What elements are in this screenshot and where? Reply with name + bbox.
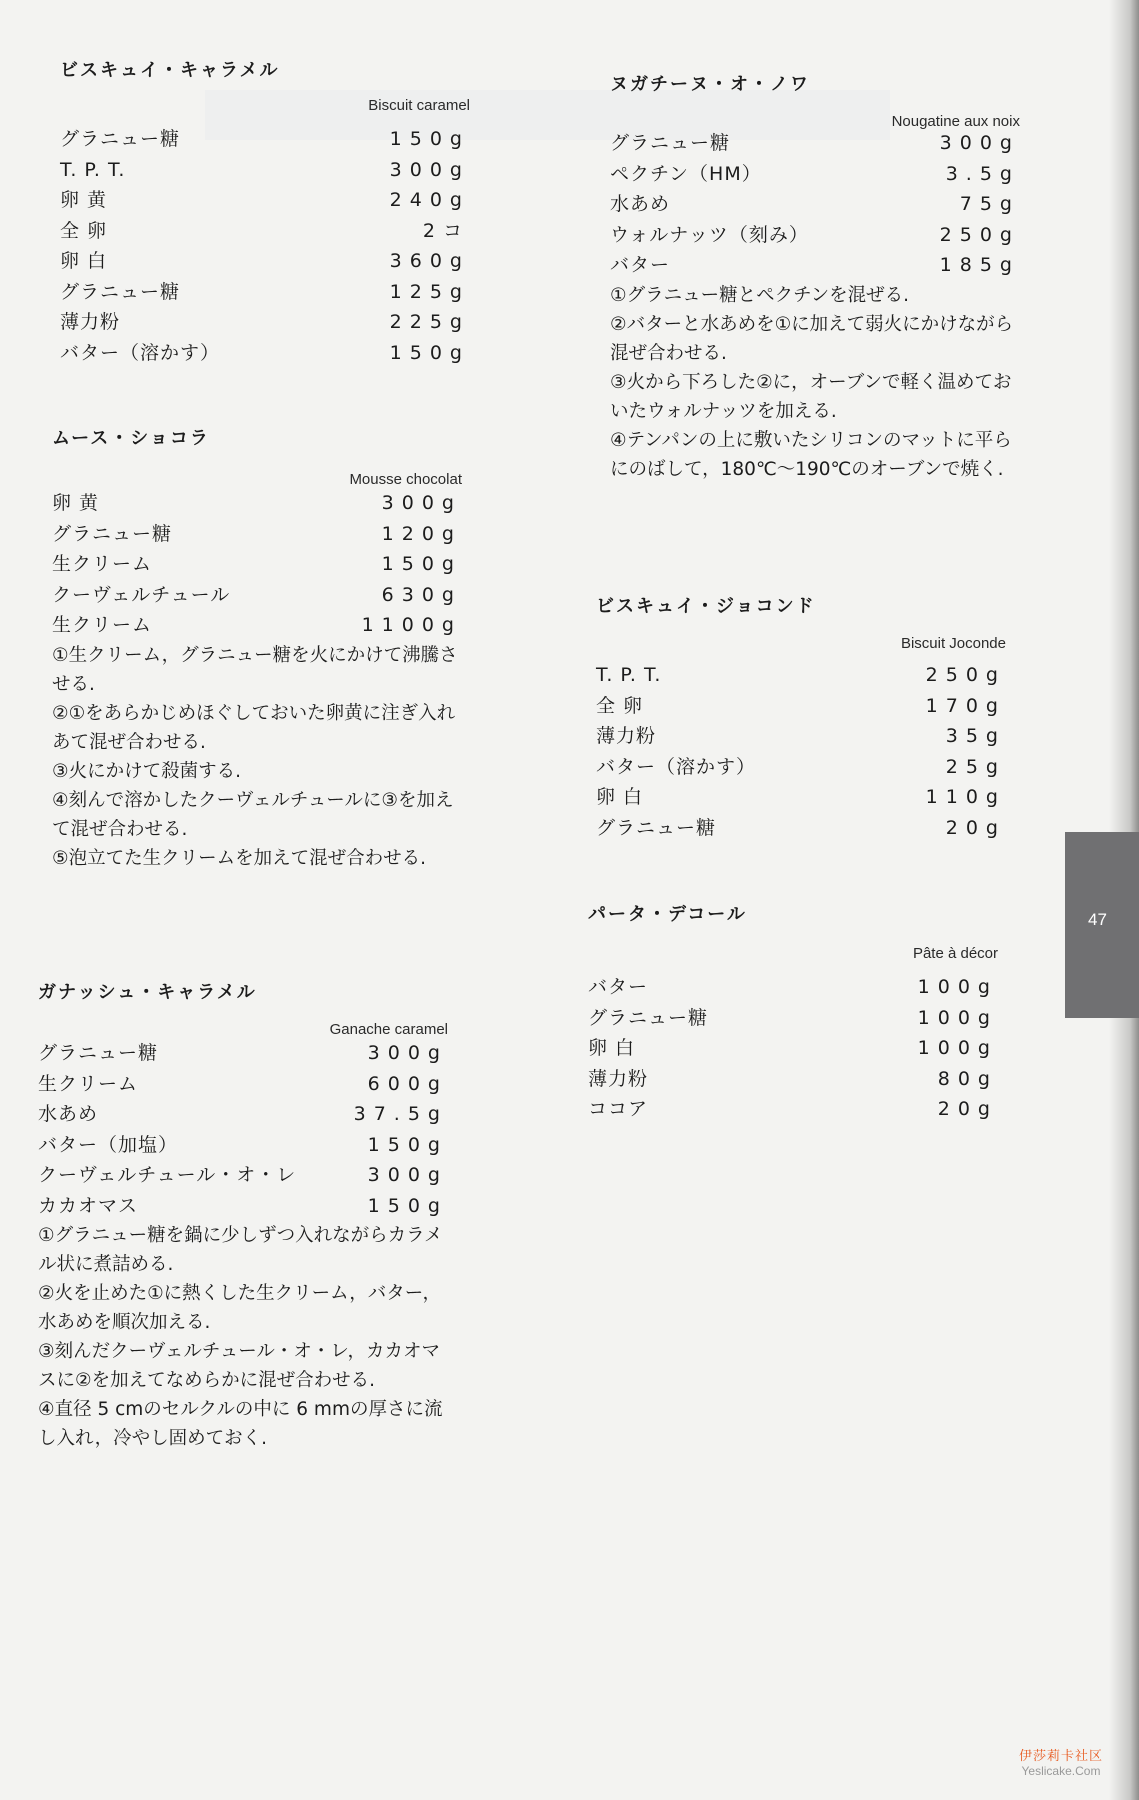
section-french-title: Ganache caramel (329, 1021, 448, 1038)
section-french-title: Mousse chocolat (349, 471, 462, 488)
section-french-title: Biscuit caramel (368, 97, 470, 114)
step-text: ⑤泡立てた生クリームを加えて混ぜ合わせる. (52, 847, 426, 869)
ingredient-row (38, 1038, 448, 1069)
ingredient-name: 全 卵 (596, 694, 644, 717)
ingredient-name: ペクチン（HM） (610, 162, 762, 185)
section-mousse-chocolat (52, 426, 462, 873)
section-pate-a-decor (588, 902, 998, 1125)
step-text: ②①をあらかじめほぐしておいた卵黄に注ぎ入れあて混ぜ合わせる. (52, 702, 456, 753)
ingredient-list (610, 128, 1020, 281)
ingredient-name: バター（溶かす） (596, 755, 757, 778)
ingredient-name: 卵 黄 (52, 492, 100, 514)
steps-list (52, 641, 462, 873)
ingredient-row (38, 1191, 448, 1222)
ingredient-name: グラニュー糖 (588, 1006, 709, 1029)
section-title: ムース・ショコラ (52, 428, 210, 449)
ingredient-row (60, 338, 470, 369)
ingredient-row (596, 813, 1006, 844)
ingredient-name: 生クリーム (38, 1072, 139, 1095)
ingredient-name: 生クリーム (52, 553, 153, 575)
ingredient-row (596, 660, 1006, 691)
ingredient-row (38, 1160, 448, 1191)
ingredient-quantity: 150g (389, 128, 470, 150)
ingredient-list (38, 1038, 448, 1221)
ingredient-name: バター（加塩） (38, 1133, 179, 1156)
ingredient-quantity: 25g (945, 755, 1006, 778)
ingredient-row (38, 1099, 448, 1130)
ingredient-quantity: 20g (937, 1098, 998, 1120)
ingredient-name: バター（溶かす） (60, 341, 221, 364)
ingredient-name: クーヴェルチュール・オ・レ (38, 1164, 297, 1186)
section-ganache-caramel (38, 980, 448, 1453)
ingredient-quantity: 150g (367, 1133, 448, 1156)
ingredient-name: 卵 白 (588, 1037, 636, 1059)
ingredient-quantity: 240g (389, 189, 470, 211)
ingredient-row (596, 691, 1006, 722)
ingredient-quantity: 80g (937, 1067, 998, 1090)
ingredient-quantity: 630g (381, 583, 462, 606)
ingredient-row (610, 128, 1020, 159)
ingredient-name: 薄力粉 (60, 311, 121, 333)
ingredient-row (610, 250, 1020, 281)
ingredient-name: グラニュー糖 (60, 128, 181, 150)
ingredient-name: ウォルナッツ（刻み） (610, 223, 809, 246)
steps-list (610, 281, 1020, 484)
step-text: ②バターと水あめを①に加えて弱火にかけながら混ぜ合わせる. (610, 313, 1014, 364)
ingredient-row (60, 124, 470, 155)
ingredient-row (596, 782, 1006, 813)
section-french-title: Pâte à décor (912, 945, 998, 962)
ingredient-name: 卵 白 (596, 786, 644, 808)
ingredient-row (588, 972, 998, 1003)
step-text: ③火にかけて殺菌する. (52, 760, 241, 782)
ingredient-name: 水あめ (610, 193, 671, 215)
ingredient-quantity: 300g (367, 1042, 448, 1064)
ingredient-name: バター (588, 976, 649, 998)
step-text: ①生クリーム，グラニュー糖を火にかけて沸騰させる. (52, 644, 458, 695)
ingredient-row (60, 307, 470, 338)
ingredient-list (588, 972, 998, 1125)
ingredient-row (588, 1064, 998, 1095)
ingredient-name: 生クリーム (52, 614, 153, 636)
step-text: ①グラニュー糖を鍋に少しずつ入れながらカラメル状に煮詰める. (38, 1225, 443, 1275)
watermark-cn: 伊莎莉卡社区 (1018, 1749, 1103, 1764)
ingredient-row (60, 277, 470, 308)
ingredient-name: クーヴェルチュール (52, 583, 231, 606)
ingredient-quantity: 120g (381, 522, 462, 545)
ingredient-quantity: 20g (945, 816, 1006, 839)
ingredient-name: カカオマス (38, 1194, 139, 1217)
ingredient-quantity: 300g (939, 132, 1020, 154)
ingredient-quantity: 125g (389, 280, 470, 303)
section-title: ガナッシュ・キャラメル (38, 982, 257, 1003)
ingredient-name: T. P. T. (60, 158, 126, 181)
ingredient-row (52, 610, 462, 641)
step-text: ④直径 5 cmのセルクルの中に 6 mmの厚さに流し入れ，冷やし固めておく. (38, 1399, 443, 1449)
ingredient-name: グラニュー糖 (610, 132, 731, 154)
ingredient-row (588, 1094, 998, 1125)
section-title: パータ・デコール (588, 904, 747, 925)
ingredient-name: 水あめ (38, 1103, 99, 1125)
ingredient-quantity: 75g (959, 193, 1020, 215)
section-biscuit-joconde (596, 594, 1006, 843)
step-text: ②火を止めた①に熱くした生クリーム，バター，水あめを順次加える. (38, 1283, 441, 1333)
ingredient-quantity: 1100g (361, 614, 462, 636)
ingredient-name: 全 卵 (60, 219, 108, 242)
ingredient-row (610, 159, 1020, 190)
ingredient-name: 卵 白 (60, 250, 108, 272)
ingredient-quantity: 100g (917, 1037, 998, 1059)
ingredient-quantity: 110g (925, 786, 1006, 808)
ingredient-quantity: 150g (389, 341, 470, 364)
section-biscuit-caramel (60, 58, 470, 368)
ingredient-row (60, 155, 470, 186)
ingredient-name: 卵 黄 (60, 189, 108, 211)
ingredient-list (60, 124, 470, 368)
ingredient-row (596, 721, 1006, 752)
ingredient-row (52, 488, 462, 519)
ingredient-row (38, 1130, 448, 1161)
ingredient-quantity: 37.5g (353, 1103, 448, 1125)
ingredient-row (610, 220, 1020, 251)
ingredient-quantity: 225g (389, 311, 470, 333)
ingredient-name: 薄力粉 (588, 1067, 649, 1090)
step-text: ④刻んで溶かしたクーヴェルチュールに③を加えて混ぜ合わせる. (52, 789, 454, 840)
page-number: 47 (1088, 910, 1107, 929)
ingredient-row (52, 580, 462, 611)
ingredient-name: 薄力粉 (596, 725, 657, 747)
ingredient-quantity: 2コ (422, 219, 470, 242)
ingredient-row (60, 246, 470, 277)
ingredient-name: ココア (588, 1098, 649, 1120)
ingredient-quantity: 360g (389, 250, 470, 272)
watermark-en: Yeslicake.Com (1021, 1764, 1101, 1778)
section-title: ビスキュイ・ジョコンド (596, 596, 816, 617)
ingredient-quantity: 300g (389, 158, 470, 181)
section-title: ビスキュイ・キャラメル (60, 60, 280, 81)
step-text: ③刻んだクーヴェルチュール・オ・レ，カカオマスに②を加えてなめらかに混ぜ合わせる. (38, 1341, 440, 1391)
section-title: ヌガチーヌ・オ・ノワ (610, 74, 810, 95)
ingredient-quantity: 170g (925, 694, 1006, 717)
ingredient-name: グラニュー糖 (596, 816, 717, 839)
ingredient-name: バター (610, 254, 671, 276)
ingredient-row (38, 1069, 448, 1100)
step-text: ③火から下ろした②に，オーブンで軽く温めておいたウォルナッツを加える. (610, 371, 1012, 422)
step-text: ①グラニュー糖とペクチンを混ぜる. (610, 284, 910, 306)
ingredient-quantity: 100g (917, 976, 998, 998)
ingredient-row (52, 549, 462, 580)
section-nougatine-aux-noix (610, 72, 1020, 484)
ingredient-row (60, 185, 470, 216)
left-column (38, 0, 470, 1800)
ingredient-row (610, 189, 1020, 220)
section-french-title: Biscuit Joconde (900, 635, 1006, 652)
ingredient-quantity: 3.5g (945, 162, 1020, 185)
ingredient-name: グラニュー糖 (38, 1042, 159, 1064)
watermark (1019, 1745, 1103, 1778)
ingredient-name: グラニュー糖 (60, 280, 181, 303)
ingredient-quantity: 100g (917, 1006, 998, 1029)
ingredient-quantity: 250g (939, 223, 1020, 246)
ingredient-quantity: 250g (925, 664, 1006, 686)
ingredient-name: T. P. T. (596, 664, 662, 686)
ingredient-quantity: 185g (939, 254, 1020, 276)
ingredient-quantity: 300g (381, 492, 462, 514)
ingredient-quantity: 150g (381, 553, 462, 575)
ingredient-row (52, 519, 462, 550)
ingredient-row (588, 1033, 998, 1064)
ingredient-quantity: 300g (367, 1164, 448, 1186)
ingredient-row (588, 1003, 998, 1034)
step-text: ④テンパンの上に敷いたシリコンのマットに平らにのばして，180℃～190℃のオーブンで焼く. (610, 429, 1012, 480)
ingredient-row (596, 752, 1006, 783)
steps-list (38, 1221, 448, 1453)
ingredient-quantity: 600g (367, 1072, 448, 1095)
ingredient-quantity: 35g (945, 725, 1006, 747)
ingredient-name: グラニュー糖 (52, 522, 173, 545)
ingredient-list (52, 488, 462, 641)
ingredient-quantity: 150g (367, 1194, 448, 1217)
section-french-title: Nougatine aux noix (891, 113, 1020, 130)
right-column (590, 0, 1020, 1800)
ingredient-list (596, 660, 1006, 843)
ingredient-row (60, 216, 470, 247)
